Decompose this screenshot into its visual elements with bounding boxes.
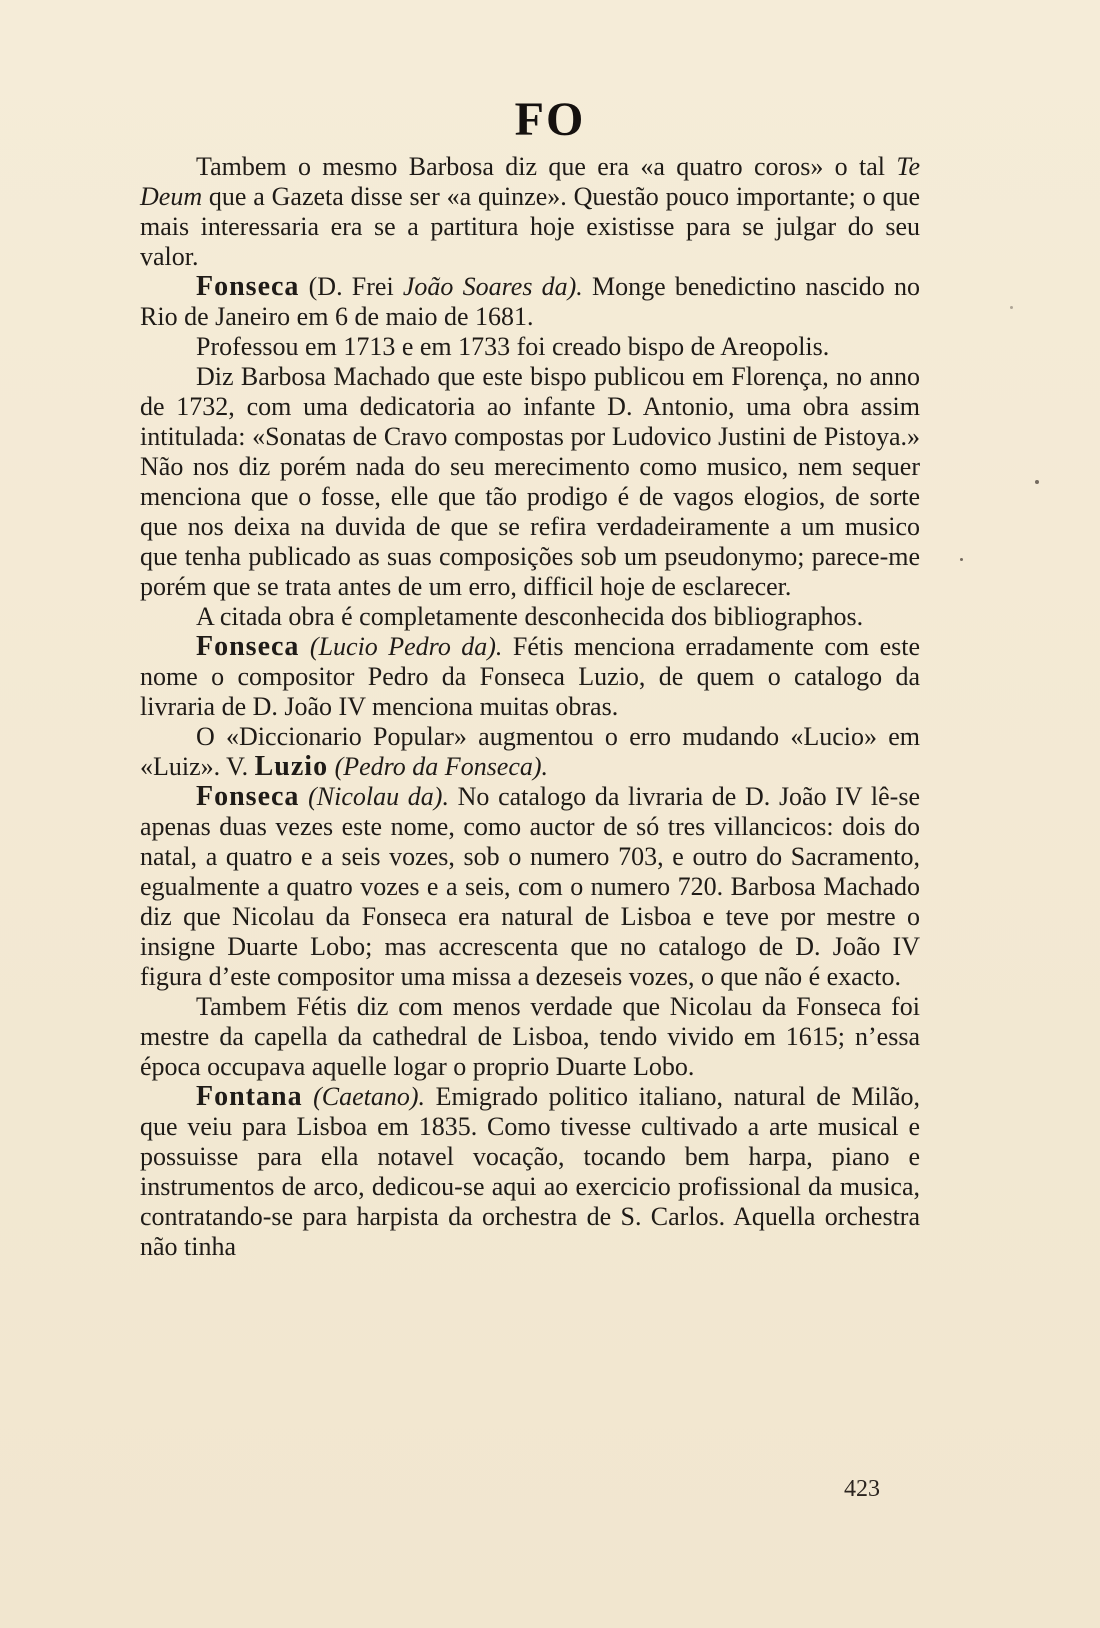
- paragraph-2: [140, 272, 920, 332]
- ink-spot: [1035, 480, 1039, 484]
- paragraph-3-part-1: Professou em 1713 e em 1733 foi creado bispo de Areopolis.: [196, 332, 830, 361]
- paragraph-10-part-4: Emigrado politico italiano, natural de Milão, que veiu para Lisboa em 1835. Como tivesse cultivado a arte musical e possuisse para ella notavel vocação, tocando bem harpa, piano e instrumentos de arco, dedicou-se aqui ao exercicio profissional da musica, contratando-se para harpista da orchestra de S. Carlos. Aquella orchestra não tinha: [140, 1082, 920, 1261]
- paragraph-10: [140, 1082, 920, 1262]
- paragraph-1-part-3: que a Gazeta disse ser «a quinze». Questão pouco importante; o que mais interessaria era se a partitura hoje existisse para se julgar do seu valor.: [140, 182, 920, 271]
- paragraph-5: [140, 602, 920, 632]
- paragraph-7: [140, 722, 920, 782]
- paragraph-6-part-4: Fétis menciona erradamente com este nome o compositor Pedro da Fonseca Luzio, de quem o catalogo da livraria de D. João IV menciona muitas obras.: [140, 632, 920, 721]
- paragraph-7-part-4: (Pedro da Fonseca).: [334, 752, 549, 781]
- paragraph-5-part-1: A citada obra é completamente desconhecida dos bibliographos.: [196, 602, 864, 631]
- entry-heading-fontana: Fontana: [196, 1081, 303, 1112]
- running-head: FO: [514, 93, 586, 146]
- paragraph-3: [140, 332, 920, 362]
- paragraph-10-part-2: [303, 1082, 314, 1111]
- paragraph-10-part-3: (Caetano).: [313, 1082, 426, 1111]
- paragraph-8-part-2: [299, 782, 308, 811]
- paragraph-8-part-4: No catalogo da livraria de D. João IV lê-se apenas duas vezes este nome, como auctor de só tres villancicos: dois do natal, a quatro e a seis vozes, sob o numero 703, e outro do Sacramento, egualmente a quatro vozes e a seis, com o numero 720. Barbosa Machado diz que Nicolau da Fonseca era natural de Lisboa e teve por mestre o insigne Duarte Lobo; mas accrescenta que no catalogo de D. João IV figura d’este compositor uma missa a dezeseis vozes, o que não é exacto.: [140, 782, 920, 991]
- paragraph-9-part-1: Tambem Fétis diz com menos verdade que Nicolau da Fonseca foi mestre da capella da cathedral de Lisboa, tendo vivido em 1615; n’essa época occupava aquelle logar o proprio Duarte Lobo.: [140, 992, 920, 1081]
- paragraph-4: [140, 362, 920, 602]
- entry-heading-fonseca-lucio: Fonseca: [196, 631, 300, 662]
- paragraph-6-part-2: [299, 632, 309, 661]
- paragraph-6: [140, 632, 920, 722]
- entry-heading-fonseca-nicolau: Fonseca: [196, 781, 300, 812]
- paragraph-1: [140, 152, 920, 272]
- paragraph-8-part-3: (Nicolau da).: [308, 782, 449, 811]
- paragraph-1-part-2: Te Deum: [140, 152, 920, 211]
- paragraph-2-part-3: João Soares da).: [402, 272, 583, 301]
- ink-spot: [960, 558, 963, 561]
- paragraph-2-part-4: Monge benedictino nascido no Rio de Janeiro em 6 de maio de 1681.: [140, 272, 920, 331]
- paragraph-4-part-1: Diz Barbosa Machado que este bispo publicou em Florença, no anno de 1732, com uma dedicatoria ao infante D. Antonio, uma obra assim intitulada: «Sonatas de Cravo compostas por Ludovico Justini de Pistoya.» Não nos diz porém nada do seu merecimento como musico, nem sequer menciona que o fosse, elle que tão prodigo é de vagos elogios, de sorte que nos deixa na duvida de que se refira verdadeiramente a um musico que tenha publicado as suas composições sob um pseudonymo; parece-me porém que se trata antes de um erro, difficil hoje de esclarecer.: [140, 362, 920, 601]
- entry-heading-luzio: Luzio: [254, 751, 329, 782]
- paragraph-1-part-1: Tambem o mesmo Barbosa diz que era «a quatro coros» o tal: [196, 152, 897, 181]
- paragraph-8: [140, 782, 920, 992]
- page-body: [140, 152, 920, 1262]
- page-number: 423: [844, 1476, 880, 1502]
- paragraph-7-part-1: O «Diccionario Popular» augmentou o erro mudando «Lucio» em «Luiz». V.: [140, 722, 920, 781]
- ink-spot: [1010, 306, 1013, 309]
- paragraph-9: [140, 992, 920, 1082]
- entry-heading-fonseca-joao: Fonseca: [196, 271, 300, 302]
- paragraph-6-part-3: (Lucio Pedro da).: [309, 632, 503, 661]
- paragraph-2-part-2: (D. Frei: [299, 272, 403, 301]
